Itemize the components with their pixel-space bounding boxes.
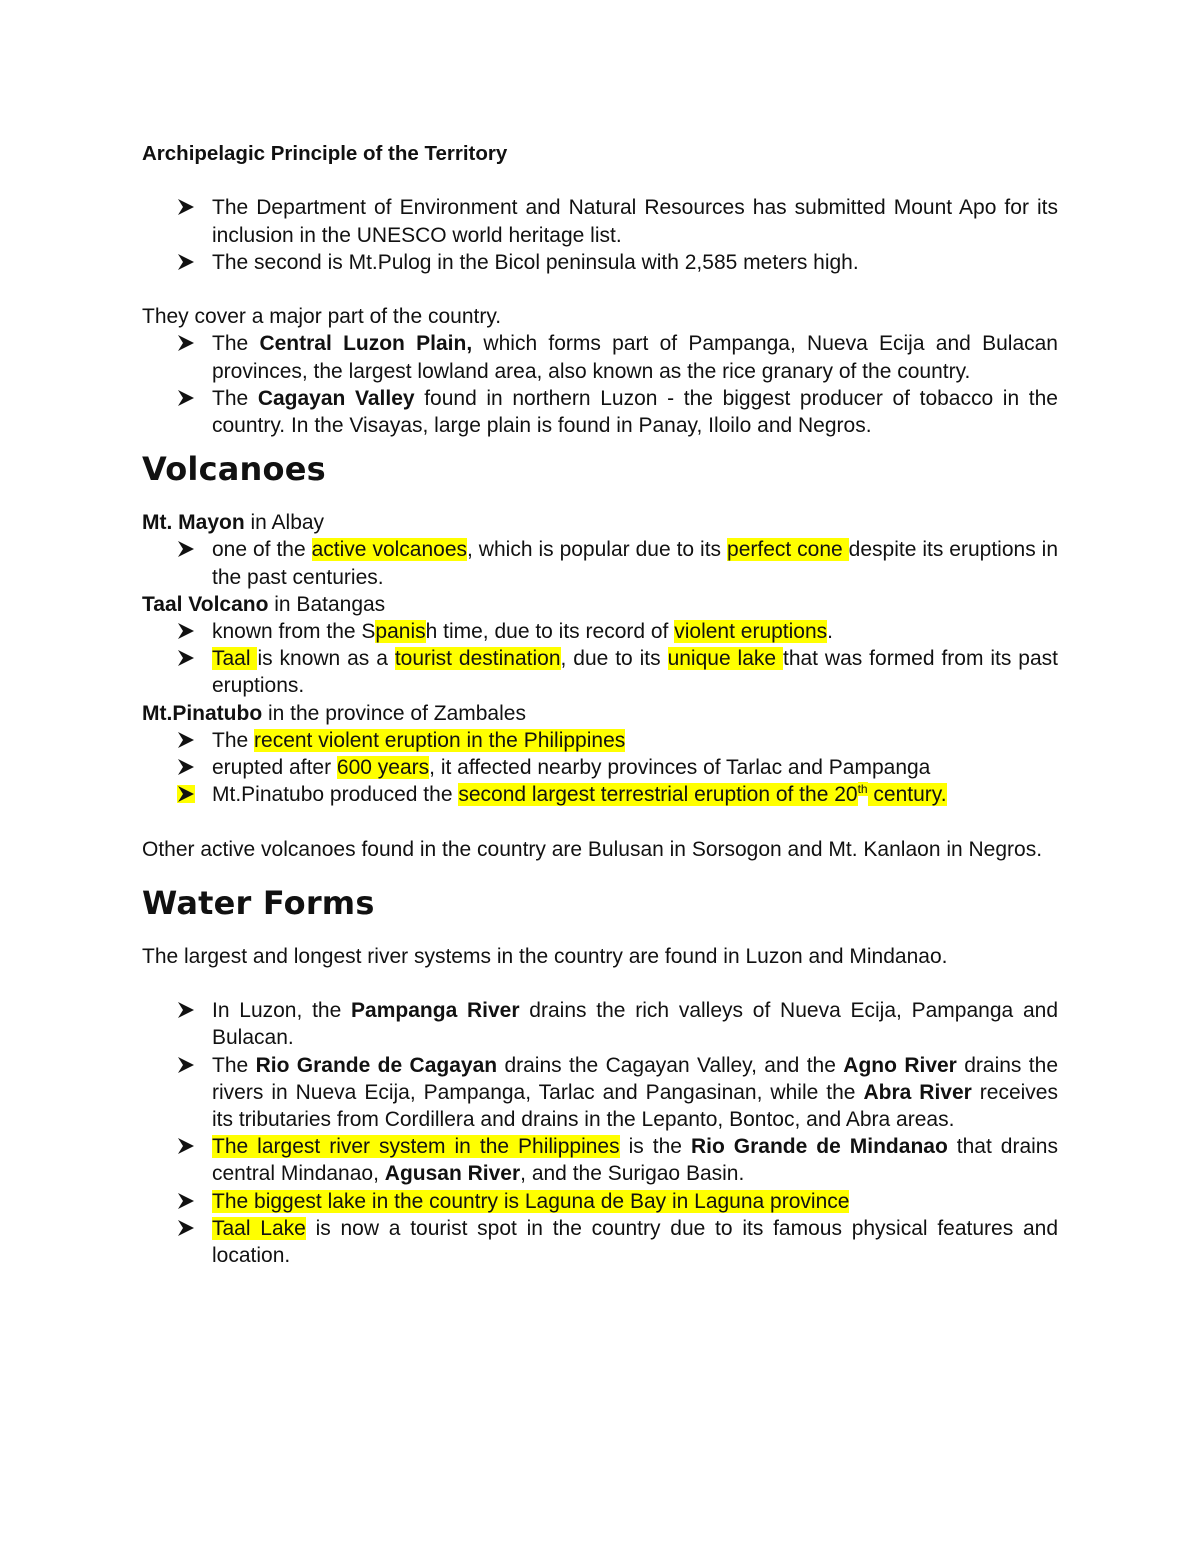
bold-text: Central Luzon Plain, bbox=[259, 332, 473, 356]
arrow-bullet-icon bbox=[177, 198, 195, 216]
bullet-item bbox=[212, 330, 1058, 384]
pinatubo-bullet-list bbox=[142, 727, 1058, 809]
text-run: is the bbox=[619, 1135, 691, 1159]
text-run: The bbox=[212, 1053, 256, 1077]
text-run: The bbox=[212, 386, 258, 410]
bold-text: Taal Volcano bbox=[142, 592, 269, 616]
highlighted-text: century. bbox=[867, 783, 947, 807]
highlighted-text: The largest river system in the Philippines bbox=[212, 1135, 620, 1159]
arrow-bullet-icon bbox=[177, 1137, 195, 1155]
bullet-item bbox=[212, 618, 1058, 645]
bold-text: Mt. Mayon bbox=[142, 511, 245, 535]
plains-intro: They cover a major part of the country. bbox=[142, 305, 502, 329]
highlighted-text: active volcanoes bbox=[311, 538, 468, 562]
bold-text: Pampanga River bbox=[351, 999, 520, 1023]
mayon-bullet-list bbox=[142, 536, 1058, 590]
text-run: , which is popular due to its bbox=[467, 538, 728, 562]
bullet-item bbox=[212, 727, 1058, 754]
text-run: one of the bbox=[212, 538, 312, 562]
heading-volcanoes: Volcanoes bbox=[142, 450, 326, 489]
text-run: , it affected nearby provinces of Tarlac and Pampanga bbox=[429, 756, 931, 780]
arrow-bullet-icon bbox=[177, 389, 195, 407]
bold-text: Agno River bbox=[843, 1053, 957, 1077]
spacer bbox=[142, 167, 1058, 194]
highlighted-text: unique lake bbox=[667, 647, 783, 671]
highlighted-text: The biggest lake in the country is Laguna de Bay in Laguna province bbox=[212, 1189, 850, 1213]
arrow-bullet-icon bbox=[177, 785, 195, 803]
text-run: erupted after bbox=[212, 756, 337, 780]
text-run: The Department of Environment and Natural Resources has submitted Mount Apo for its inclusion in the UNESCO world heritage list. bbox=[212, 196, 1058, 247]
bullet-item bbox=[212, 536, 1058, 590]
bullet-item bbox=[212, 194, 1058, 248]
text-run: h time, due to its record of bbox=[425, 620, 675, 644]
bullet-item bbox=[212, 249, 1058, 276]
heading-water-forms: Water Forms bbox=[142, 883, 375, 922]
bullet-item bbox=[212, 645, 1058, 699]
text-run: that was formed from its past eruptions. bbox=[212, 647, 1058, 698]
volcano-label-taal bbox=[142, 591, 1058, 618]
highlighted-text: second largest terrestrial eruption of the 20 bbox=[458, 783, 858, 807]
text-run: drains the Cagayan Valley, and the bbox=[497, 1053, 844, 1077]
bullet-item bbox=[212, 385, 1058, 439]
arrow-bullet-icon bbox=[177, 540, 195, 558]
arrow-bullet-icon bbox=[177, 731, 195, 749]
highlighted-text: 600 years bbox=[336, 756, 430, 780]
text-run: despite its eruptions in the past centuries. bbox=[212, 538, 1058, 589]
volcano-label-mayon bbox=[142, 509, 1058, 536]
highlighted-text: Taal bbox=[212, 647, 258, 671]
highlighted-text: Taal Lake bbox=[212, 1216, 306, 1240]
bullet-item bbox=[212, 754, 1058, 781]
text-run: is known as a bbox=[257, 647, 395, 671]
bold-text: Abra River bbox=[863, 1080, 972, 1104]
spacer bbox=[142, 276, 1058, 303]
text-run: The bbox=[212, 332, 260, 356]
bold-text: Agusan River bbox=[384, 1162, 521, 1186]
water-bullet-list bbox=[142, 997, 1058, 1269]
bullet-item bbox=[212, 781, 1058, 808]
text-run: in Batangas bbox=[268, 592, 386, 616]
highlighted-text: violent eruptions bbox=[674, 620, 828, 644]
arrow-bullet-icon bbox=[177, 758, 195, 776]
bullet-item bbox=[212, 1188, 1058, 1215]
text-run: In Luzon, the bbox=[212, 999, 352, 1023]
highlighted-text: panis bbox=[375, 620, 426, 644]
arrow-bullet-icon bbox=[177, 1219, 195, 1237]
text-run: , and the Surigao Basin. bbox=[520, 1162, 745, 1186]
bold-text: Rio Grande de Mindanao bbox=[690, 1135, 948, 1159]
volcanoes-closing: Other active volcanoes found in the country are Bulusan in Sorsogon and Mt. Kanlaon in Negros. bbox=[142, 837, 1043, 861]
highlighted-text: recent violent eruption in the Philippines bbox=[254, 728, 626, 752]
text-run: . bbox=[827, 620, 834, 644]
section-title-territory: Archipelagic Principle of the Territory bbox=[142, 142, 508, 165]
highlighted-text: perfect cone bbox=[727, 538, 849, 562]
arrow-bullet-icon bbox=[177, 649, 195, 667]
territory-bullet-list bbox=[142, 194, 1058, 276]
arrow-bullet-icon bbox=[177, 1192, 195, 1210]
arrow-bullet-icon bbox=[177, 253, 195, 271]
spacer bbox=[142, 970, 1058, 997]
arrow-bullet-icon bbox=[177, 622, 195, 640]
volcano-label-pinatubo bbox=[142, 700, 1058, 727]
arrow-bullet-icon bbox=[177, 1001, 195, 1019]
text-run: Mt.Pinatubo produced the bbox=[212, 783, 459, 807]
text-run: drains the rich valleys of Nueva Ecija, Pampanga and Bulacan. bbox=[212, 999, 1058, 1050]
text-run: The second is Mt.Pulog in the Bicol peninsula with 2,585 meters high. bbox=[212, 250, 859, 274]
highlighted-text: th bbox=[857, 782, 868, 797]
text-run: in the province of Zambales bbox=[262, 701, 526, 725]
bold-text: Mt.Pinatubo bbox=[142, 701, 263, 725]
arrow-bullet-icon bbox=[177, 334, 195, 352]
bold-text: Cagayan Valley bbox=[257, 386, 415, 410]
bullet-item bbox=[212, 1133, 1058, 1187]
text-run: drains the rivers in Nueva Ecija, Pampanga, Tarlac and Pangasinan, while the bbox=[212, 1053, 1058, 1104]
text-run: in Albay bbox=[244, 511, 325, 535]
text-run: receives its tributaries from Cordillera and drains in the Lepanto, Bontoc, and Abra areas. bbox=[212, 1080, 1058, 1132]
bold-text: Rio Grande de Cagayan bbox=[255, 1053, 498, 1077]
bullet-item bbox=[212, 997, 1058, 1051]
text-run: known from the S bbox=[212, 620, 376, 644]
water-intro: The largest and longest river systems in the country are found in Luzon and Mindanao. bbox=[142, 944, 948, 968]
text-run: which forms part of Pampanga, Nueva Ecija and Bulacan provinces, the largest lowland area, also known as the rice granary of the country. bbox=[212, 332, 1058, 383]
taal-bullet-list bbox=[142, 618, 1058, 700]
bullet-item bbox=[212, 1052, 1058, 1134]
bullet-item bbox=[212, 1215, 1058, 1269]
highlighted-text: tourist destination bbox=[394, 647, 561, 671]
text-run: found in northern Luzon - the biggest producer of tobacco in the country. In the Visayas, large plain is found in Panay, Iloilo and Negros. bbox=[212, 386, 1058, 437]
text-run: The bbox=[212, 728, 255, 752]
text-run: that drains central Mindanao, bbox=[212, 1135, 1058, 1186]
spacer bbox=[142, 808, 1058, 835]
text-run: is now a tourist spot in the country due to its famous physical features and location. bbox=[212, 1216, 1058, 1268]
arrow-bullet-icon bbox=[177, 1056, 195, 1074]
text-run: , due to its bbox=[560, 647, 668, 671]
plains-bullet-list bbox=[142, 330, 1058, 439]
